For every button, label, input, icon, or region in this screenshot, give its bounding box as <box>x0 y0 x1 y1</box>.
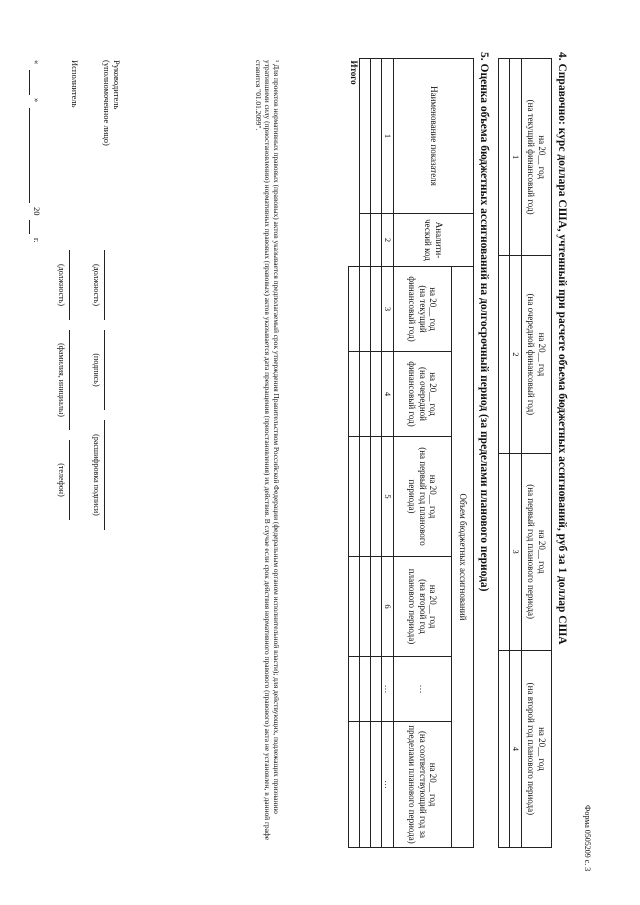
exec-phone-line[interactable] <box>69 440 70 520</box>
section5-table <box>348 58 474 848</box>
s5-col-current: на 20__ год (на текущий финансовый год) <box>394 267 452 352</box>
date-day-line[interactable] <box>29 70 30 95</box>
date-month-line[interactable] <box>29 108 30 203</box>
section4-title: 4. Справочно: курс доллара США, учтенный при расчете объема бюджетных ассигнований, руб за 1 доллар США <box>556 52 568 645</box>
s5-cell[interactable] <box>360 267 371 352</box>
exec-position-line[interactable] <box>69 250 70 320</box>
s5-total-label: Итого <box>348 60 359 85</box>
s5-cell[interactable] <box>360 557 371 657</box>
s4-cell[interactable] <box>499 650 510 847</box>
s5-cell[interactable] <box>360 59 371 214</box>
s5-cell[interactable] <box>360 657 371 722</box>
date-year-prefix: 20 <box>32 207 42 216</box>
head-signature-line[interactable] <box>104 330 105 410</box>
s5-col-beyond: на 20__ год (на соответствующий год за пределами планового периода) <box>394 722 452 848</box>
s4-cell[interactable] <box>499 453 510 650</box>
s4-col-current: на 20__ год (на текущий финансовый год) <box>522 59 552 256</box>
s5-col-name: Наименование показателя <box>394 59 474 214</box>
s5-num: 4 <box>382 352 394 437</box>
s5-group-header: Объем бюджетных ассигнований <box>452 267 474 848</box>
head-decoding-caption: (расшифровка подписи) <box>92 434 101 516</box>
s5-total-cell[interactable] <box>349 267 360 352</box>
s5-cell[interactable] <box>360 352 371 437</box>
s4-cell[interactable] <box>499 256 510 453</box>
s5-cell[interactable] <box>360 722 371 848</box>
s5-col-plan2: на 20__ год (на второй год планового периода) <box>394 557 452 657</box>
head-position-line[interactable] <box>104 250 105 320</box>
s5-col-plan1: на 20__ год (на первый год планового периода) <box>394 437 452 557</box>
date-close-quote: » <box>32 98 42 103</box>
footnote: ¹ Для проектов нормативных правовых (правовых) актов указывается предполагаемый срок утверждения Правительством Российской Федерации (федеральным органом исполнительной власти); для действующих, подлежащих признанию утратившими силу (приостановлению) нормативных правовых (правовых) актов указывается дата прекращения (приостановления) их действия. В случае если срок действия нормативного правового (правового) акта не установлен, в данной графе ставится "01.01.2099". <box>254 60 281 841</box>
s5-total-cell[interactable] <box>349 657 360 722</box>
s5-num: 1 <box>382 59 394 214</box>
s4-col-plan2: на 20__ год (на второй год планового периода) <box>522 650 552 847</box>
exec-position-caption: (должность) <box>57 264 66 306</box>
s5-total-cell[interactable] <box>349 437 360 557</box>
section4-table <box>498 58 552 848</box>
s5-total-cell[interactable] <box>349 557 360 657</box>
head-decoding-line[interactable] <box>104 420 105 530</box>
s5-col-ellipsis: … <box>394 657 452 722</box>
s5-cell[interactable] <box>371 657 382 722</box>
s5-col-code: Аналити-ческий код <box>394 214 474 267</box>
s4-cell[interactable] <box>499 59 510 256</box>
section5-title: 5. Оценка объема бюджетных ассигнований на долгосрочный период (за пределами планового периода) <box>478 52 490 592</box>
s5-col-next: на 20__ год (на очередной финансовый год) <box>394 352 452 437</box>
executor-label: Исполнитель <box>70 60 80 108</box>
s5-num: 3 <box>382 267 394 352</box>
date-open-quote: « <box>32 60 42 65</box>
s5-num: 2 <box>382 214 394 267</box>
exec-phone-caption: (телефон) <box>57 463 66 497</box>
s5-num: 6 <box>382 557 394 657</box>
head-label: Руководитель (уполномоченное лицо) <box>102 60 122 146</box>
exec-name-line[interactable] <box>69 330 70 430</box>
s5-num: 5 <box>382 437 394 557</box>
s4-col-next: на 20__ год (на очередной финансовый год) <box>522 256 552 453</box>
s4-num: 3 <box>510 453 522 650</box>
s5-cell[interactable] <box>360 214 371 267</box>
s5-total-cell[interactable] <box>349 722 360 848</box>
s5-total-cell[interactable] <box>349 352 360 437</box>
s5-cell[interactable] <box>371 267 382 352</box>
s4-col-plan1: на 20__ год (на первый год планового периода) <box>522 453 552 650</box>
exec-name-caption: (фамилия, инициалы) <box>57 343 66 417</box>
s5-num: … <box>382 657 394 722</box>
s4-num: 1 <box>510 59 522 256</box>
s5-cell[interactable] <box>371 59 382 214</box>
s5-cell[interactable] <box>371 722 382 848</box>
s5-cell[interactable] <box>371 437 382 557</box>
date-year-line[interactable] <box>29 220 30 234</box>
s5-cell[interactable] <box>360 437 371 557</box>
head-signature-caption: (подпись) <box>92 353 101 387</box>
form-code: Форма 0505209 с. 3 <box>583 805 592 872</box>
s5-cell[interactable] <box>371 214 382 267</box>
s4-num: 2 <box>510 256 522 453</box>
head-position-caption: (должность) <box>92 264 101 306</box>
s4-num: 4 <box>510 650 522 847</box>
s5-cell[interactable] <box>371 352 382 437</box>
s5-cell[interactable] <box>371 557 382 657</box>
date-year-suffix: г. <box>32 238 42 243</box>
s5-num: … <box>382 722 394 848</box>
